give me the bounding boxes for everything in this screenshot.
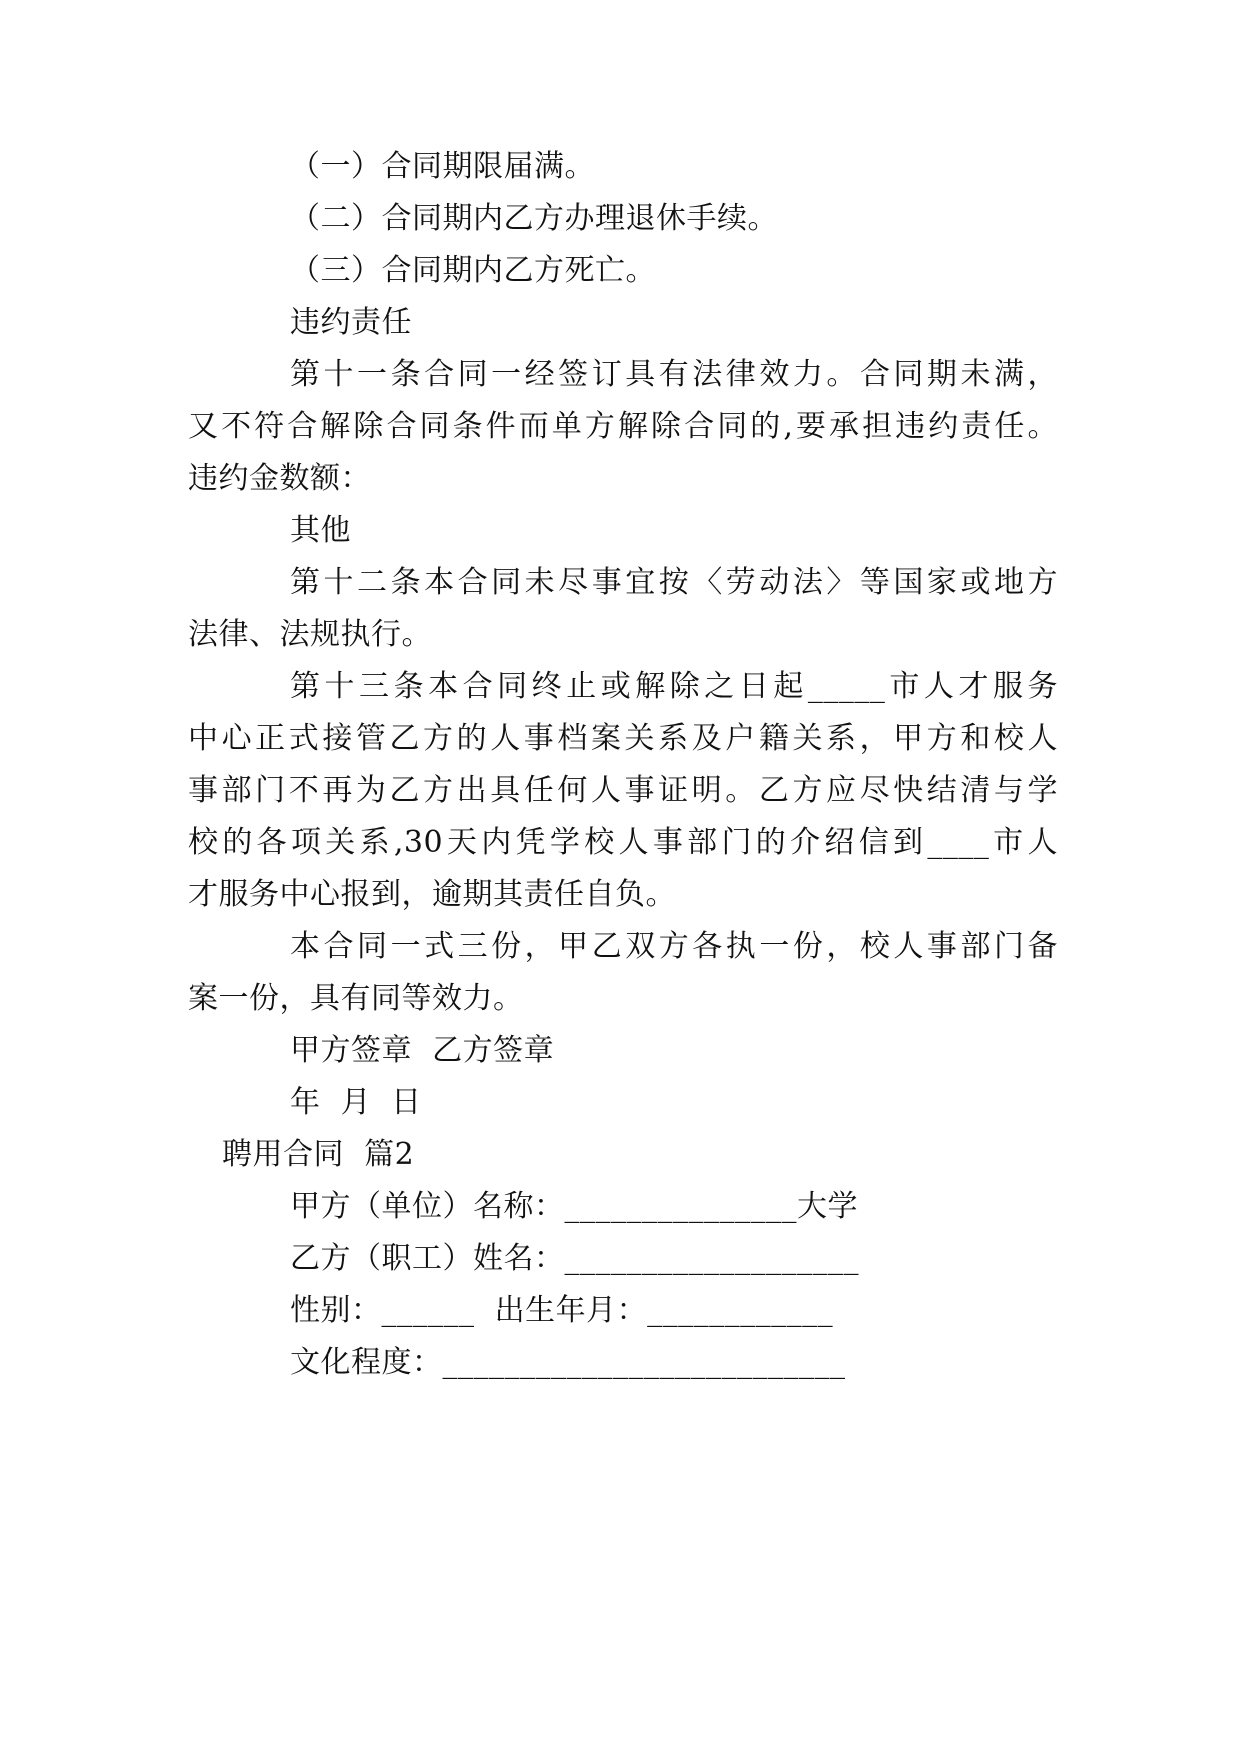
other-heading: 其他: [290, 513, 351, 548]
clause-item-2: （二）合同期内乙方办理退休手续。: [290, 201, 778, 236]
article-12-line-2: 法律、法规执行。: [188, 617, 432, 652]
article-13-line-5: 才服务中心报到，逾期其责任自负。: [188, 877, 676, 912]
date-line: 年 月 日: [290, 1085, 422, 1120]
contract-2-title: 聘用合同 篇2: [222, 1137, 415, 1172]
article-11-line-1: 第十一条合同一经签订具有法律效力。合同期未满，: [290, 357, 1058, 392]
clause-item-1: （一）合同期限届满。: [290, 149, 595, 184]
gender-birth-field: 性别：______ 出生年月：____________: [290, 1293, 834, 1328]
party-a-name-field: 甲方（单位）名称：_______________大学: [290, 1189, 858, 1224]
breach-heading: 违约责任: [290, 305, 412, 340]
article-11-line-2: 又不符合解除合同条件而单方解除合同的,要承担违约责任。: [188, 409, 1058, 444]
clause-item-3: （三）合同期内乙方死亡。: [290, 253, 656, 288]
article-13-line-1: 第十三条本合同终止或解除之日起_____市人才服务: [290, 669, 1058, 704]
party-b-name-field: 乙方（职工）姓名：___________________: [290, 1241, 859, 1276]
article-13-line-4: 校的各项关系,30天内凭学校人事部门的介绍信到____市人: [188, 825, 1058, 860]
copies-line-1: 本合同一式三份，甲乙双方各执一份，校人事部门备: [290, 929, 1058, 964]
education-field: 文化程度：__________________________: [290, 1345, 846, 1380]
copies-line-2: 案一份，具有同等效力。: [188, 981, 524, 1016]
signature-line: 甲方签章 乙方签章: [290, 1033, 555, 1068]
article-12-line-1: 第十二条本合同未尽事宜按〈劳动法〉等国家或地方: [290, 565, 1058, 600]
article-13-line-2: 中心正式接管乙方的人事档案关系及户籍关系，甲方和校人: [188, 721, 1058, 756]
article-11-line-3: 违约金数额：: [188, 461, 371, 496]
article-13-line-3: 事部门不再为乙方出具任何人事证明。乙方应尽快结清与学: [188, 773, 1058, 808]
